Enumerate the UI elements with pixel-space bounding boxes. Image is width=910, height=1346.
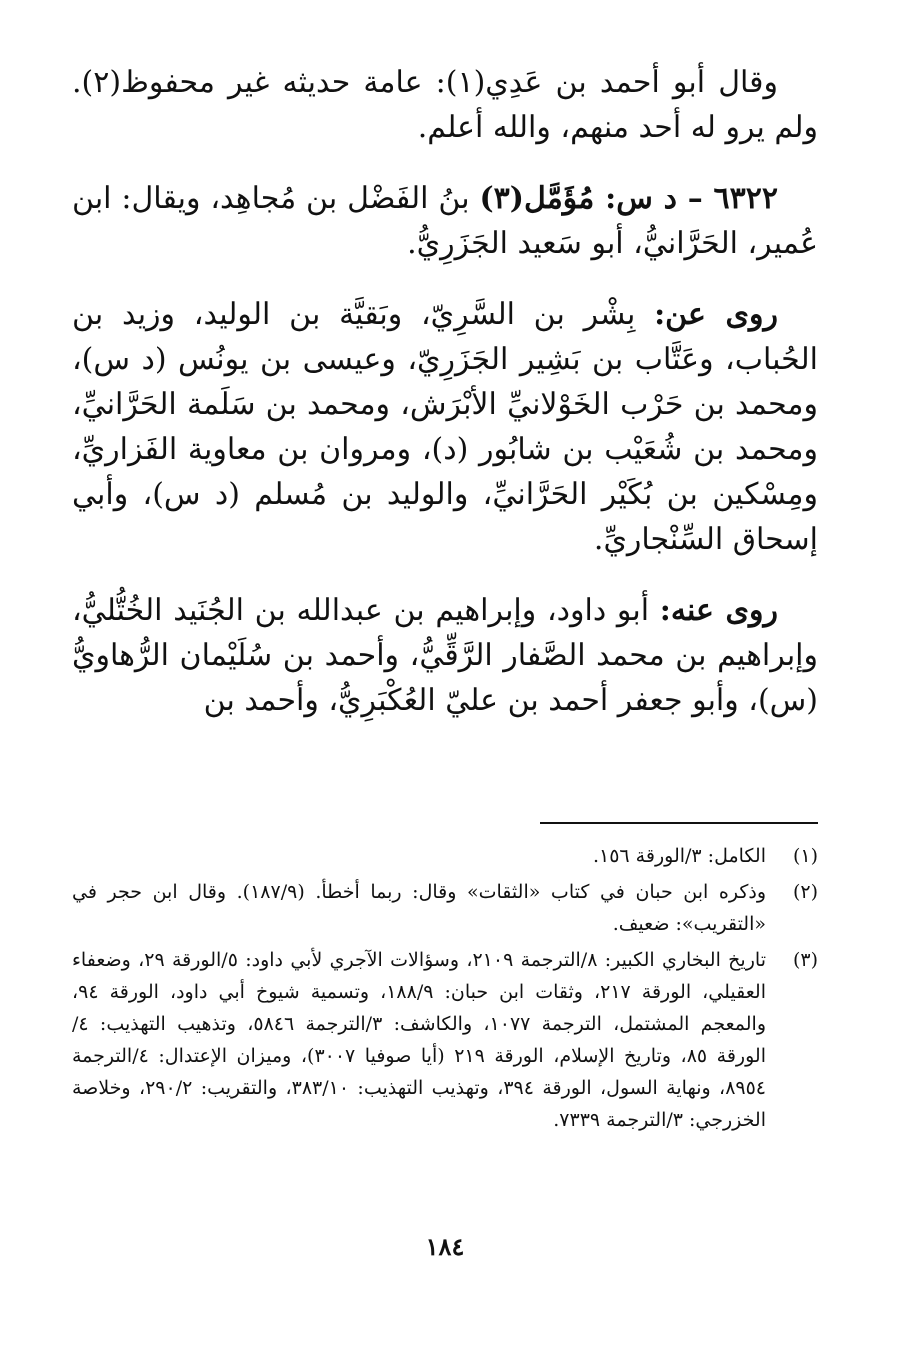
footnote-number: (١) [792,845,818,867]
main-text [72,60,818,723]
narrated-by-text: أبو داود، وإبراهيم بن عبدالله بن الجُنَيد الخُتُّليُّ، وإبراهيم بن محمد الصَّفار الرَّقِّيُّ، وأحمد بن سُلَيْمان الرُّهاويُّ (س)، وأبو جعفر أحمد بن عليّ العُكْبَرِيُّ، وأحمد بن [72,593,818,718]
biography-entry-heading [72,176,818,266]
footnote-number: (٢) [792,881,818,903]
narrated-from-label: روى عن: [654,297,778,332]
footnote-text: وذكره ابن حبان في كتاب «الثقات» وقال: ربما أخطأ. (١٨٧/٩). وقال ابن حجر في «التقريب»: ضعيف. [72,881,767,935]
footnote-item [72,944,818,1136]
paragraph-ibn-adi-quote [72,60,818,150]
footnote-number: (٣) [792,949,818,971]
narrated-from-paragraph [72,292,818,562]
page-number: ١٨٤ [425,1232,465,1261]
book-page [72,60,818,1310]
footnote-item [72,840,818,872]
narrated-from-text: بِشْر بن السَّرِيّ، وبَقيَّة بن الوليد، وزيد بن الحُباب، وعَتَّاب بن بَشِير الجَزَرِيّ، وعيسى بن يونُس (د س)، ومحمد بن حَرْب الخَوْلانيِّ الأبْرَش، ومحمد بن سَلَمة الحَرَّانيِّ، ومحمد بن شُعَيْب بن شابُور (د)، ومروان بن معاوية الفَزاريِّ، ومِسْكين بن بُكَيْر الحَرَّانيِّ، والوليد بن مُسلم (د س)، وأبي إسحاق السِّنْجاريِّ. [72,297,818,557]
narrated-by-label: روى عنه: [659,593,778,628]
entry-number-and-name: ٦٣٢٢ – د س: مُؤَمَّل(٣) [479,181,778,216]
entry-lineage: بنُ الفَضْل بن مُجاهِد، ويقال: ابن عُمير، الحَرَّانيُّ، أبو سَعيد الجَزَرِيُّ. [72,181,818,261]
footnote-separator [540,822,818,824]
footnote-text: الكامل: ٣/الورقة ١٥٦. [592,845,766,867]
footnote-item [72,876,818,940]
footnotes [72,840,818,1140]
narrated-by-paragraph [72,588,818,723]
paragraph-text: وقال أبو أحمد بن عَدِي(١): عامة حديثه غير محفوظ(٢). ولم يرو له أحد منهم، والله أعلم. [72,65,818,145]
footnote-text: تاريخ البخاري الكبير: ٨/الترجمة ٢١٠٩، وسؤالات الآجري لأبي داود: ٥/الورقة ٢٩، وضعفاء العقيلي، الورقة ٢١٧، وثقات ابن حبان: ١٨٨/٩، وتسمية شيوخ أبي داود، الورقة ٩٤، والمعجم المشتمل، الترجمة ١٠٧٧، والكاشف: ٣/الترجمة ٥٨٤٦، وتذهيب التهذيب: ٤/الورقة ٨٥، وتاريخ الإسلام، الورقة ٢١٩ (أيا صوفيا ٣٠٠٧)، وميزان الإعتدال: ٤/الترجمة ٨٩٥٤، ونهاية السول، الورقة ٣٩٤، وتهذيب التهذيب: ٣٨٣/١٠، والتقريب: ٢٩٠/٢، وخلاصة الخزرجي: ٣/الترجمة ٧٣٣٩. [72,949,767,1131]
